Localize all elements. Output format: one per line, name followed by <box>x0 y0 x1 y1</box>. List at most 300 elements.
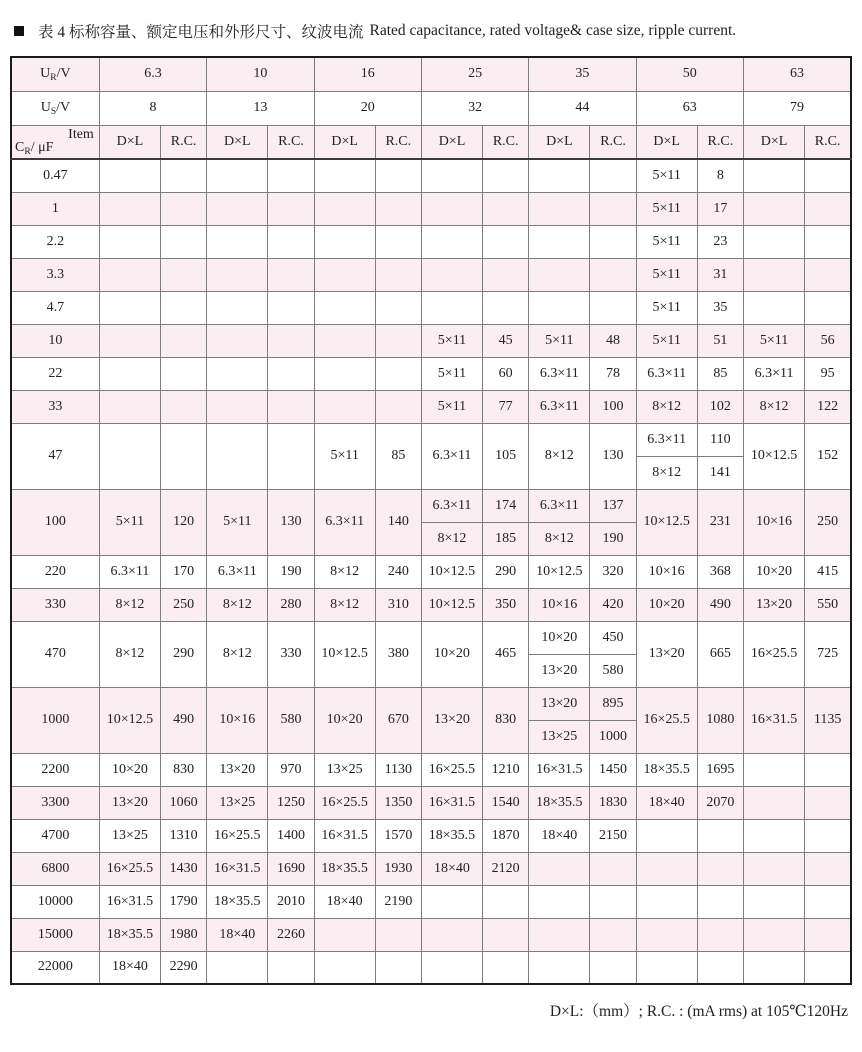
dxl-header: D×L <box>743 125 804 159</box>
dxl-header: D×L <box>421 125 482 159</box>
cell-dxl <box>421 192 482 225</box>
cell-dxl: 6.3×11 <box>636 357 697 390</box>
cell-rc: 1130 <box>375 753 421 786</box>
cell-dxl: 18×40 <box>207 918 268 951</box>
caption-en: Rated capacitance, rated voltage& case size, ripple current. <box>369 22 737 39</box>
cell-dxl <box>529 258 590 291</box>
cell-rc: 250 <box>805 489 851 555</box>
cap-value: 6800 <box>11 852 99 885</box>
cell-dxl <box>314 192 375 225</box>
cell-rc <box>805 885 851 918</box>
cell-rc: 830 <box>161 753 207 786</box>
table-row <box>11 852 851 885</box>
item-label: Item <box>68 126 94 142</box>
cell-dxl: 13×25 <box>207 786 268 819</box>
cell-dxl: 13×20 <box>743 588 804 621</box>
cap-value: 10000 <box>11 885 99 918</box>
cell-rc: 2190 <box>375 885 421 918</box>
cell-dxl: 6.3×11 <box>743 357 804 390</box>
cell-rc: 2150 <box>590 819 636 852</box>
cell-rc <box>590 951 636 984</box>
surge-voltage-value: 8 <box>99 91 206 125</box>
cell-rc <box>805 159 851 192</box>
cell-rc <box>483 159 529 192</box>
table-row <box>11 159 851 192</box>
cap-value: 470 <box>11 621 99 687</box>
cell-rc <box>805 852 851 885</box>
cell-rc: 1060 <box>161 786 207 819</box>
cell-rc: 1310 <box>161 819 207 852</box>
cap-value: 15000 <box>11 918 99 951</box>
cell-dxl: 10×20 <box>743 555 804 588</box>
table-row <box>11 357 851 390</box>
cell-dxl <box>421 225 482 258</box>
cell-dxl: 5×11 <box>636 291 697 324</box>
table-row <box>11 390 851 423</box>
cell-dxl <box>207 225 268 258</box>
cell-rc: 320 <box>590 555 636 588</box>
cell-rc <box>805 291 851 324</box>
cell-dxl: 10×16 <box>743 489 804 555</box>
cell-rc: 1135 <box>805 687 851 753</box>
cell-dxl <box>207 357 268 390</box>
cell-dxl <box>314 291 375 324</box>
table-row <box>11 687 851 720</box>
cell-rc <box>161 324 207 357</box>
cell-rc <box>268 357 314 390</box>
cell-rc <box>268 291 314 324</box>
cell-dxl: 8×12 <box>99 588 160 621</box>
cell-dxl <box>314 324 375 357</box>
cell-rc: 1250 <box>268 786 314 819</box>
cell-dxl: 8×12 <box>636 390 697 423</box>
cell-rc <box>375 159 421 192</box>
cell-dxl: 10×12.5 <box>99 687 160 753</box>
cell-rc <box>375 951 421 984</box>
table-row <box>11 885 851 918</box>
cell-dxl <box>529 225 590 258</box>
cell-dxl: 10×20 <box>636 588 697 621</box>
cell-dxl: 18×35.5 <box>421 819 482 852</box>
cell-rc: 85 <box>697 357 743 390</box>
cell-rc: 102 <box>697 390 743 423</box>
cell-dxl: 5×11 <box>421 324 482 357</box>
cell-rc <box>161 390 207 423</box>
cell-rc <box>375 291 421 324</box>
cell-dxl: 16×31.5 <box>421 786 482 819</box>
cell-dxl <box>421 291 482 324</box>
cell-dxl <box>529 159 590 192</box>
dxl-header: D×L <box>636 125 697 159</box>
cell-rc: 1790 <box>161 885 207 918</box>
rated-voltage-value: 25 <box>421 57 528 91</box>
cell-rc <box>161 159 207 192</box>
cap-value: 1000 <box>11 687 99 753</box>
cell-rc <box>805 258 851 291</box>
cell-dxl <box>743 291 804 324</box>
surge-voltage-value: 63 <box>636 91 743 125</box>
cap-value: 3300 <box>11 786 99 819</box>
cell-dxl <box>421 258 482 291</box>
cell-dxl <box>743 258 804 291</box>
cell-rc: 8 <box>697 159 743 192</box>
cell-dxl: 6.3×11 <box>421 489 482 522</box>
table-row <box>11 192 851 225</box>
cell-rc: 100 <box>590 390 636 423</box>
cell-rc <box>161 192 207 225</box>
cell-rc: 1080 <box>697 687 743 753</box>
cell-dxl <box>99 192 160 225</box>
cell-rc <box>375 390 421 423</box>
cell-dxl <box>421 951 482 984</box>
cell-dxl: 8×12 <box>207 621 268 687</box>
table-row <box>11 423 851 456</box>
rated-voltage-value: 35 <box>529 57 636 91</box>
cell-dxl: 5×11 <box>743 324 804 357</box>
cell-dxl: 8×12 <box>421 522 482 555</box>
table-row <box>11 489 851 522</box>
cell-dxl: 5×11 <box>636 258 697 291</box>
cell-rc: 1830 <box>590 786 636 819</box>
cell-dxl <box>421 918 482 951</box>
cell-rc: 895 <box>590 687 636 720</box>
cell-rc: 31 <box>697 258 743 291</box>
cell-rc: 78 <box>590 357 636 390</box>
cell-dxl: 6.3×11 <box>529 357 590 390</box>
cell-dxl <box>99 159 160 192</box>
cell-rc: 2290 <box>161 951 207 984</box>
cell-rc: 490 <box>697 588 743 621</box>
cell-rc <box>268 423 314 489</box>
cell-rc: 45 <box>483 324 529 357</box>
cell-rc: 1570 <box>375 819 421 852</box>
cell-dxl: 6.3×11 <box>314 489 375 555</box>
cell-dxl: 16×31.5 <box>743 687 804 753</box>
spec-table <box>10 56 852 985</box>
cell-dxl <box>207 423 268 489</box>
cap-value: 330 <box>11 588 99 621</box>
cell-rc <box>805 918 851 951</box>
cell-rc <box>483 951 529 984</box>
cell-rc: 1690 <box>268 852 314 885</box>
cell-rc <box>590 291 636 324</box>
cell-dxl: 16×25.5 <box>743 621 804 687</box>
cell-rc: 17 <box>697 192 743 225</box>
cell-rc: 420 <box>590 588 636 621</box>
cap-value: 1 <box>11 192 99 225</box>
cell-rc: 1430 <box>161 852 207 885</box>
cell-rc: 2010 <box>268 885 314 918</box>
cell-rc <box>805 192 851 225</box>
table-row <box>11 819 851 852</box>
cell-dxl: 6.3×11 <box>529 390 590 423</box>
cell-dxl: 5×11 <box>99 489 160 555</box>
cap-value: 4.7 <box>11 291 99 324</box>
cell-rc: 170 <box>161 555 207 588</box>
cell-rc: 1000 <box>590 720 636 753</box>
cell-rc <box>375 258 421 291</box>
cap-value: 220 <box>11 555 99 588</box>
cell-rc: 130 <box>268 489 314 555</box>
rated-voltage-row <box>11 57 851 91</box>
rated-voltage-value: 50 <box>636 57 743 91</box>
cell-rc: 190 <box>590 522 636 555</box>
cell-dxl <box>207 324 268 357</box>
table-row <box>11 225 851 258</box>
cell-dxl: 8×12 <box>314 588 375 621</box>
cell-rc: 580 <box>268 687 314 753</box>
cell-rc <box>268 192 314 225</box>
cell-dxl: 13×25 <box>99 819 160 852</box>
cell-rc <box>483 225 529 258</box>
cell-dxl <box>99 390 160 423</box>
rated-voltage-value: 10 <box>207 57 314 91</box>
table-row <box>11 951 851 984</box>
table-row <box>11 588 851 621</box>
cell-dxl <box>743 951 804 984</box>
cell-dxl <box>99 357 160 390</box>
cell-dxl <box>743 918 804 951</box>
cell-rc: 152 <box>805 423 851 489</box>
cell-dxl <box>636 918 697 951</box>
cell-dxl: 13×20 <box>529 687 590 720</box>
cell-dxl <box>207 258 268 291</box>
cell-rc: 23 <box>697 225 743 258</box>
rated-voltage-value: 16 <box>314 57 421 91</box>
cell-dxl <box>529 885 590 918</box>
rc-header: R.C. <box>590 125 636 159</box>
cell-rc <box>161 258 207 291</box>
rc-header: R.C. <box>483 125 529 159</box>
cell-dxl <box>636 951 697 984</box>
rated-voltage-value: 6.3 <box>99 57 206 91</box>
cell-dxl: 5×11 <box>529 324 590 357</box>
cell-dxl: 10×12.5 <box>636 489 697 555</box>
cell-dxl <box>207 291 268 324</box>
cell-dxl <box>743 786 804 819</box>
cell-rc <box>697 819 743 852</box>
cell-dxl: 8×12 <box>314 555 375 588</box>
cell-dxl <box>743 225 804 258</box>
cell-dxl <box>636 885 697 918</box>
cell-rc: 140 <box>375 489 421 555</box>
cell-dxl <box>529 192 590 225</box>
dxl-header: D×L <box>529 125 590 159</box>
cell-dxl: 10×12.5 <box>529 555 590 588</box>
cell-rc <box>590 258 636 291</box>
cell-dxl: 8×12 <box>743 390 804 423</box>
cell-dxl: 16×25.5 <box>207 819 268 852</box>
cell-dxl: 5×11 <box>314 423 375 489</box>
cell-rc <box>483 258 529 291</box>
cell-rc: 1930 <box>375 852 421 885</box>
cell-rc: 830 <box>483 687 529 753</box>
cell-rc: 465 <box>483 621 529 687</box>
cell-dxl <box>529 918 590 951</box>
cell-dxl <box>207 951 268 984</box>
cell-dxl <box>207 390 268 423</box>
cell-dxl <box>636 819 697 852</box>
cell-rc <box>483 291 529 324</box>
cell-dxl: 18×40 <box>99 951 160 984</box>
cell-dxl: 10×20 <box>421 621 482 687</box>
table-row <box>11 291 851 324</box>
cell-dxl <box>207 192 268 225</box>
cell-dxl: 5×11 <box>636 159 697 192</box>
cell-rc: 1540 <box>483 786 529 819</box>
surge-voltage-value: 13 <box>207 91 314 125</box>
cell-dxl: 18×40 <box>314 885 375 918</box>
cell-rc: 490 <box>161 687 207 753</box>
cell-rc: 1350 <box>375 786 421 819</box>
cell-rc: 1870 <box>483 819 529 852</box>
cell-rc: 970 <box>268 753 314 786</box>
cell-dxl: 10×20 <box>529 621 590 654</box>
cell-rc: 1210 <box>483 753 529 786</box>
cell-dxl: 10×12.5 <box>421 588 482 621</box>
cell-rc <box>375 918 421 951</box>
cell-dxl <box>743 753 804 786</box>
cell-rc: 122 <box>805 390 851 423</box>
cell-dxl: 5×11 <box>636 225 697 258</box>
cell-rc: 110 <box>697 423 743 456</box>
cell-rc: 290 <box>161 621 207 687</box>
cell-rc: 130 <box>590 423 636 489</box>
cell-rc: 1695 <box>697 753 743 786</box>
cell-dxl: 18×40 <box>421 852 482 885</box>
cell-dxl <box>99 258 160 291</box>
cell-rc <box>805 819 851 852</box>
cap-value: 47 <box>11 423 99 489</box>
cell-rc: 190 <box>268 555 314 588</box>
cell-rc: 1450 <box>590 753 636 786</box>
cell-dxl: 6.3×11 <box>207 555 268 588</box>
ur-label: $U_R/V$ <box>11 57 99 91</box>
cell-rc <box>375 357 421 390</box>
table-row <box>11 555 851 588</box>
cell-dxl <box>314 918 375 951</box>
cell-rc <box>268 159 314 192</box>
cell-rc <box>805 786 851 819</box>
cell-dxl: 18×35.5 <box>314 852 375 885</box>
dxl-header: D×L <box>99 125 160 159</box>
us-label: $U_S/V$ <box>11 91 99 125</box>
cell-rc: 670 <box>375 687 421 753</box>
cell-rc <box>375 192 421 225</box>
rc-header: R.C. <box>375 125 421 159</box>
surge-voltage-row <box>11 91 851 125</box>
rc-header: R.C. <box>805 125 851 159</box>
surge-voltage-value: 20 <box>314 91 421 125</box>
table-row <box>11 918 851 951</box>
cap-value: 10 <box>11 324 99 357</box>
cell-rc: 35 <box>697 291 743 324</box>
cell-rc: 2260 <box>268 918 314 951</box>
cell-dxl: 13×20 <box>421 687 482 753</box>
cell-rc <box>161 357 207 390</box>
surge-voltage-value: 79 <box>743 91 851 125</box>
cell-rc <box>483 885 529 918</box>
table-caption <box>12 20 852 42</box>
cell-dxl <box>314 159 375 192</box>
cell-dxl <box>99 423 160 489</box>
cap-value: 2200 <box>11 753 99 786</box>
cap-value: 100 <box>11 489 99 555</box>
cell-dxl: 8×12 <box>99 621 160 687</box>
cell-dxl: 16×31.5 <box>529 753 590 786</box>
cell-dxl: 16×31.5 <box>99 885 160 918</box>
cell-dxl: 13×20 <box>529 654 590 687</box>
rated-voltage-value: 63 <box>743 57 851 91</box>
rc-header: R.C. <box>268 125 314 159</box>
cell-dxl: 5×11 <box>636 324 697 357</box>
cell-rc: 330 <box>268 621 314 687</box>
rc-header: R.C. <box>697 125 743 159</box>
cell-dxl: 10×16 <box>207 687 268 753</box>
cell-rc: 665 <box>697 621 743 687</box>
cell-rc <box>161 225 207 258</box>
cell-dxl <box>421 159 482 192</box>
cell-rc: 137 <box>590 489 636 522</box>
cell-rc <box>161 423 207 489</box>
cell-rc: 48 <box>590 324 636 357</box>
cell-dxl <box>743 819 804 852</box>
cell-rc: 85 <box>375 423 421 489</box>
cell-dxl <box>743 852 804 885</box>
cell-dxl: 8×12 <box>529 522 590 555</box>
dxl-header: D×L <box>207 125 268 159</box>
cell-dxl: 6.3×11 <box>99 555 160 588</box>
cell-rc: 60 <box>483 357 529 390</box>
cell-rc <box>375 324 421 357</box>
cell-rc <box>697 918 743 951</box>
cell-dxl: 16×25.5 <box>421 753 482 786</box>
cell-dxl: 6.3×11 <box>529 489 590 522</box>
cell-rc: 240 <box>375 555 421 588</box>
cell-dxl <box>99 291 160 324</box>
cell-rc: 550 <box>805 588 851 621</box>
cell-dxl: 10×16 <box>636 555 697 588</box>
cell-rc: 56 <box>805 324 851 357</box>
cell-rc <box>268 258 314 291</box>
diagonal-header-cell <box>11 125 99 159</box>
cell-dxl: 6.3×11 <box>421 423 482 489</box>
dxl-header: D×L <box>314 125 375 159</box>
cell-dxl <box>529 951 590 984</box>
cell-rc: 725 <box>805 621 851 687</box>
cap-value: 4700 <box>11 819 99 852</box>
cell-dxl: 16×25.5 <box>314 786 375 819</box>
cell-dxl <box>314 357 375 390</box>
cell-rc: 1400 <box>268 819 314 852</box>
cell-rc: 290 <box>483 555 529 588</box>
cell-rc: 185 <box>483 522 529 555</box>
cell-dxl <box>743 192 804 225</box>
cell-rc: 310 <box>375 588 421 621</box>
cell-rc: 77 <box>483 390 529 423</box>
cell-dxl <box>207 159 268 192</box>
cell-rc: 350 <box>483 588 529 621</box>
cell-rc <box>697 885 743 918</box>
cell-rc: 231 <box>697 489 743 555</box>
cell-rc: 450 <box>590 621 636 654</box>
cell-dxl: 13×25 <box>314 753 375 786</box>
cell-rc <box>590 225 636 258</box>
cell-rc <box>590 852 636 885</box>
cell-rc: 2120 <box>483 852 529 885</box>
table-row <box>11 786 851 819</box>
table-row <box>11 753 851 786</box>
